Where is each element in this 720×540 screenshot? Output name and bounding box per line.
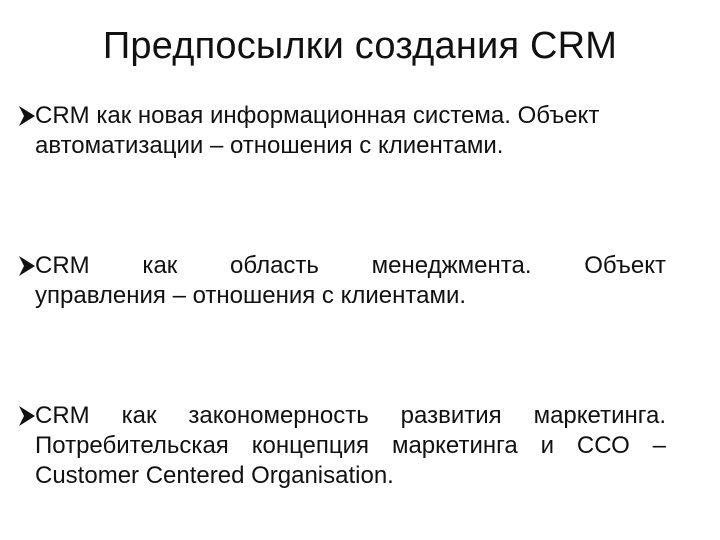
bullet-text (35, 101, 666, 161)
bullet-line: Потребительская концепция маркетинга и ССО – (35, 432, 666, 459)
bullet-line: CRM как закономерность развития маркетинга. (35, 402, 666, 429)
bullet-line: CRM как новая информационная система. Объект (35, 102, 600, 129)
bullet-item (18, 401, 666, 491)
bullet-item (18, 251, 666, 311)
slide-title: Предпосылки создания CRM (102, 25, 618, 67)
arrowhead-bullet-icon (18, 405, 36, 427)
bullet-line: Customer Centered Organisation. (35, 462, 394, 489)
bullet-line: CRM как область менеджмента. Объект (35, 252, 666, 279)
bullet-text (35, 401, 666, 491)
bullet-text (35, 251, 666, 311)
bullet-line: управления – отношения с клиентами. (35, 282, 467, 309)
bullet-item (18, 101, 666, 161)
bullet-line: автоматизации – отношения с клиентами. (35, 132, 504, 159)
arrowhead-bullet-icon (18, 105, 36, 127)
arrowhead-bullet-icon (18, 255, 36, 277)
